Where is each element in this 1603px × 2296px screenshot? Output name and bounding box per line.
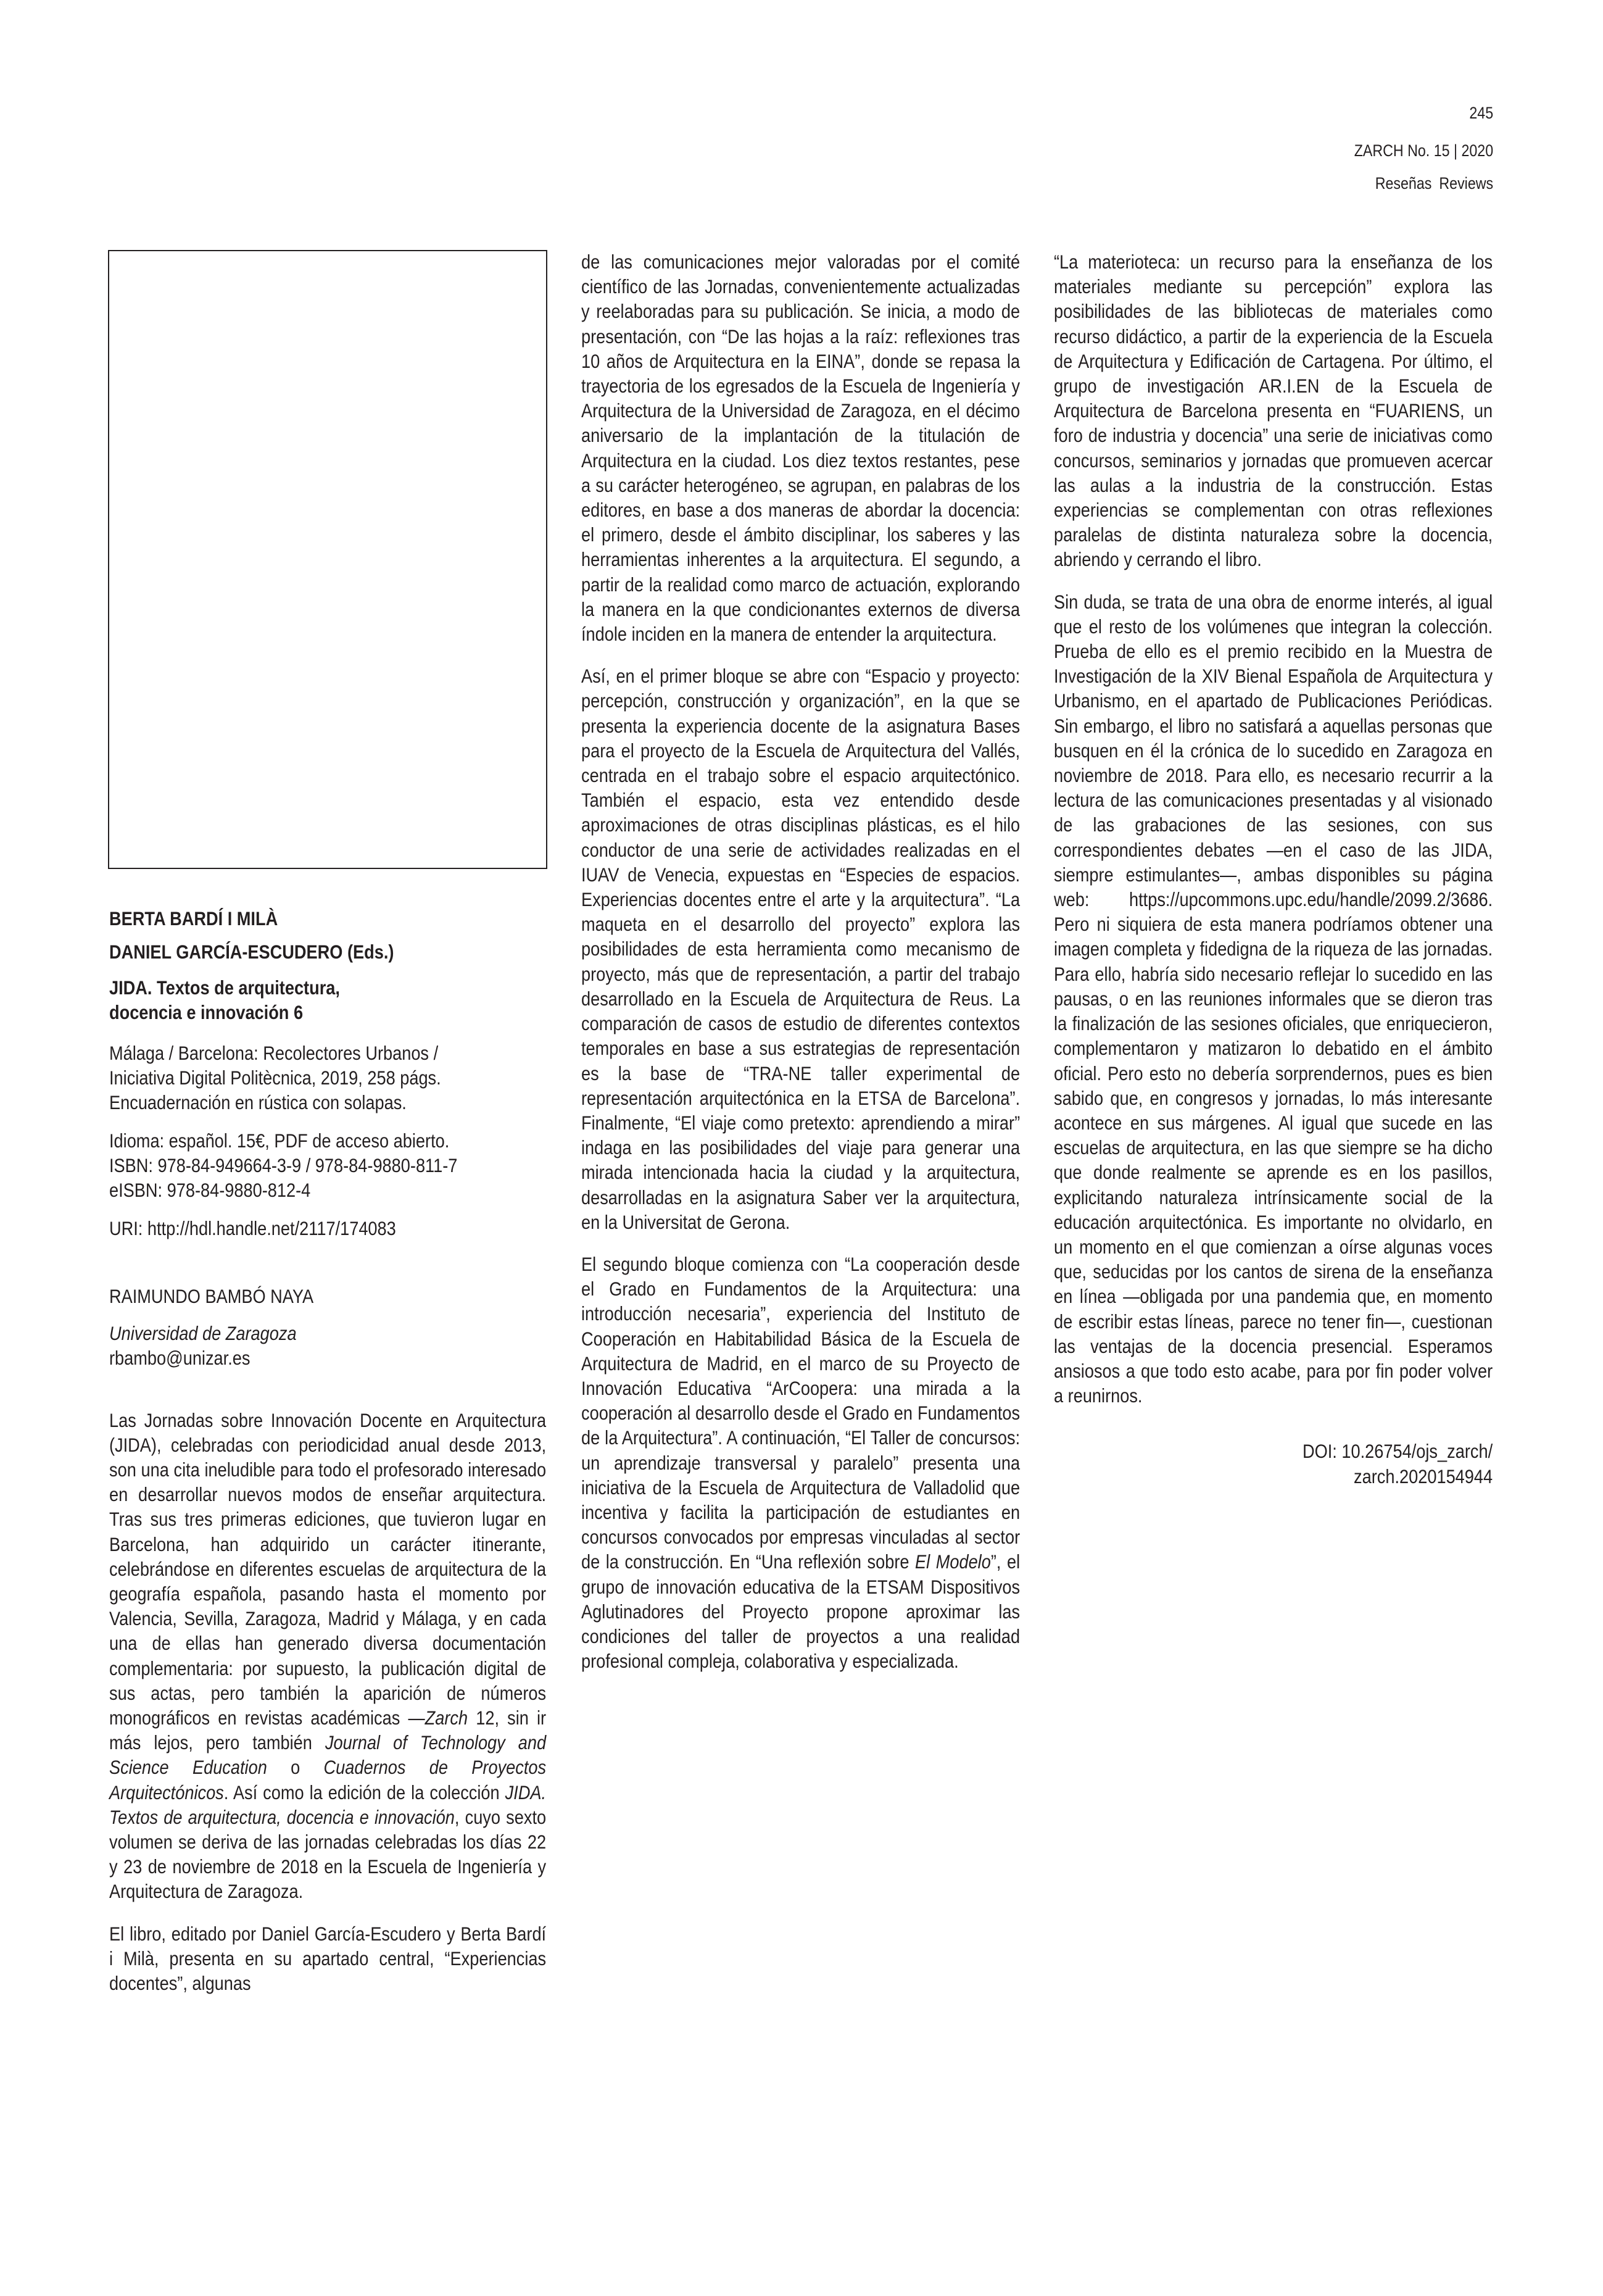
column-2-content bbox=[581, 249, 1020, 1691]
paragraph: Así, en el primer bloque se abre con “Espacio y proyecto: percepción, construcción y organización”, en la que se presenta la experiencia docente de la asignatura Bases para el proyecto de la Escuela de Arquitectura del Vallés, centrada en el trabajo sobre el espacio arquitectónico. También el espacio, esta vez entendido desde aproximaciones de otras disciplinas plásticas, es el hilo conductor de una serie de actividades realizadas en el IUAV de Venecia, expuestas en “Especies de espacios. Experiencias docentes entre el arte y la arquitectura”. “La maqueta en el desarrollo del proyecto” explora las posibilidades de esta herramienta como mecanismo de proyecto, más que de representación, a partir del trabajo desarrollado en la Escuela de Arquitectura de Reus. La comparación de casos de estudio de diferentes contextos temporales en base a sus estrategias de representación es la base de “TRA-NE taller experimental de representación arquitectónica en la ETSA de Barcelona”. Finalmente, “El viaje como pretexto: aprendiendo a mirar” indaga en las posibilidades del viaje para generar una mirada intencionada hacia la ciudad y la arquitectura, desarrolladas en la asignatura Saber ver la arquitectura, en la Universitat de Gerona. bbox=[581, 665, 1021, 1233]
doi[interactable] bbox=[1054, 1439, 1493, 1488]
publication-line: Málaga / Barcelona: Recolectores Urbanos / bbox=[109, 1042, 439, 1064]
section-label-es: Reseñas bbox=[1375, 174, 1432, 193]
book-author: BERTA BARDÍ I MILÀ bbox=[109, 907, 278, 930]
eisbn: eISBN: 978-84-9880-812-4 bbox=[109, 1179, 311, 1201]
column-3 bbox=[1054, 249, 1493, 1489]
publication-line: Encuadernación en rústica con solapas. bbox=[109, 1091, 407, 1113]
book-uri[interactable]: URI: http://hdl.handle.net/2117/174083 bbox=[109, 1217, 396, 1239]
journal-issue: ZARCH No. 15 | 2020 bbox=[1354, 141, 1493, 160]
column-1 bbox=[109, 906, 546, 2013]
book-cover-image bbox=[108, 250, 547, 869]
isbn: ISBN: 978-84-949664-3-9 / 978-84-9880-811-7 bbox=[109, 1154, 458, 1176]
running-header bbox=[1354, 105, 1493, 192]
publication-details bbox=[109, 1041, 546, 1115]
section-label bbox=[1354, 175, 1493, 192]
column-2 bbox=[581, 249, 1020, 1691]
paragraph: El libro, editado por Daniel García-Escudero y Berta Bardí i Milà, presenta en su apartado central, “Experiencias docentes”, algunas bbox=[109, 1922, 547, 1995]
book-title-line: JIDA. Textos de arquitectura, bbox=[109, 976, 340, 999]
column-3-content bbox=[1054, 249, 1493, 1489]
book-author: DANIEL GARCÍA-ESCUDERO (Eds.) bbox=[109, 941, 394, 963]
language-price: Idioma: español. 15€, PDF de acceso abierto. bbox=[109, 1129, 450, 1152]
book-title-line: docencia e innovación 6 bbox=[109, 1001, 304, 1023]
review-body-col1 bbox=[109, 1408, 546, 1996]
doi-line: zarch.2020154944 bbox=[1354, 1465, 1493, 1487]
reviewer-name: RAIMUNDO BAMBÓ NAYA bbox=[109, 1285, 314, 1307]
paragraph: “La materioteca: un recurso para la enseñanza de los materiales mediante su percepción” explora las posibilidades de las bibliotecas de materiales como recurso didáctico, a partir de la experiencia de la Escuela de Arquitectura y Edificación de Cartagena. Por último, el grupo de investigación AR.I.EN de la Escuela de Arquitectura de Barcelona presenta en “FUARIENS, un foro de industria y docencia” una serie de iniciativas como concursos, seminarios y jornadas que promueven acercar las aulas a la industria de la construcción. Estas experiencias se complementan con otras reflexiones paralelas de distinta naturaleza sobre la docencia, abriendo y cerrando el libro. bbox=[1054, 251, 1493, 571]
book-title bbox=[109, 975, 546, 1025]
reviewer-affiliation: Universidad de Zaragoza bbox=[109, 1322, 297, 1345]
publication-line: Iniciativa Digital Politècnica, 2019, 258 págs. bbox=[109, 1067, 441, 1089]
paragraph: de las comunicaciones mejor valoradas por el comité científico de las Jornadas, convenientemente actualizadas y reelaboradas para su publicación. Se inicia, a modo de presentación, con “De las hojas a la raíz: reflexiones tras 10 años de Arquitectura en la EINA”, donde se repasa la trayectoria de los egresados de la Escuela de Ingeniería y Arquitectura de la Universidad de Zaragoza, en el décimo aniversario de la implantación de la titulación de Arquitectura en la ciudad. Los diez textos restantes, pese a su carácter heterogéneo, se agrupan, en palabras de los editores, en base a dos maneras de abordar la docencia: el primero, desde el ámbito disciplinar, los saberes y las herramientas inherentes a la arquitectura. El segundo, a partir de la realidad como marco de actuación, explorando la manera en la que condicionantes externos de diversa índole inciden en la manera de entender la arquitectura. bbox=[581, 251, 1021, 646]
column-1-content bbox=[109, 906, 546, 2013]
reviewer-email[interactable]: rbambo@unizar.es bbox=[109, 1347, 251, 1370]
paragraph: Las Jornadas sobre Innovación Docente en Arquitectura (JIDA), celebradas con periodicidad anual desde 2013, son una cita ineludible para todo el profesorado interesado en desarrollar nuevos modos de enseñar arquitectura. Tras sus tres primeras ediciones, que tuvieron lugar en Barcelona, han adquirido un carácter itinerante, celebrándose en diferentes escuelas de arquitectura de la geografía española, pasando hasta el momento por Valencia, Sevilla, Zaragoza, Madrid y Málaga, y en cada una de ellas han generado diversa documentación complementaria: por supuesto, la publicación digital de sus actas, pero también la aparición de números monográficos en revistas académicas —Zarch 12, sin ir más lejos, pero también Journal of Technology and Science Education o Cuadernos de Proyectos Arquitectónicos. Así como la edición de la colección JIDA. Textos de arquitectura, docencia e innovación, cuyo sexto volumen se deriva de las jornadas celebradas los días 22 y 23 de noviembre de 2018 en la Escuela de Ingeniería y Arquitectura de Zaragoza. bbox=[109, 1408, 547, 1903]
page-number: 245 bbox=[1469, 104, 1493, 122]
paragraph: Sin duda, se trata de una obra de enorme interés, al igual que el resto de los volúmenes que integran la colección. Prueba de ello es el premio recibido en la Muestra de Investigación de la XIV Bienal Española de Arquitectura y Urbanismo, en el apartado de Publicaciones Periódicas. Sin embargo, el libro no satisfará a aquellas personas que busquen en él la crónica de lo sucedido en Zaragoza en noviembre de 2018. Para ello, es necesario recurrir a la lectura de las comunicaciones presentadas y al visionado de las grabaciones de las sesiones, con sus correspondientes debates —en el caso de las JIDA, siempre estimulantes—, ambas disponibles su página web: https://upcommons.upc.edu/handle/2099.2/3686. Pero ni siquiera de esta manera podríamos obtener una imagen completa y fidedigna de la riqueza de las jornadas. Para ello, habría sido necesario reflejar lo sucedido en las pausas, o en las reuniones informales que se dieron tras la finalización de las sesiones oficiales, que enriquecieron, complementaron y matizaron lo debatido en el ámbito oficial. Pero esto no debería sorprendernos, pues es bien sabido que, en congresos y jornadas, lo más interesante acontece en sus márgenes. Al igual que sucede en las escuelas de arquitectura, en las que siempre se ha dicho que donde realmente se aprende es en los pasillos, explicitando naturaleza intrínsicamente social de la educación arquitectónica. Es importante no olvidarlo, en un momento en el que comienzan a oírse algunas voces que, seducidas por los cantos de sirena de la enseñanza en línea —obligada por una pandemia que, en momento de escribir estas líneas, parece no tener fin—, cuestionan las ventajas de la docencia presencial. Esperamos ansiosos a que todo esto acabe, para por fin poder volver a reunirnos. bbox=[1054, 590, 1493, 1407]
paragraph: El segundo bloque comienza con “La cooperación desde el Grado en Fundamentos de la Arquitectura: una introducción necesaria”, experiencia del Instituto de Cooperación en Habitabilidad Básica de la Escuela de Arquitectura de Madrid, en el marco de su Proyecto de Innovación Educativa “ArCoopera: una mirada a la cooperación al desarrollo desde el Grado en Fundamentos de la Arquitectura”. A continuación, “El Taller de concursos: un aprendizaje transversal y paralelo” presenta una iniciativa de la Escuela de Arquitectura de Valladolid que incentiva y facilita la participación de estudiantes en concursos convocados por empresas vinculadas al sector de la construcción. En “Una reflexión sobre El Modelo”, el grupo de innovación educativa de la ETSAM Dispositivos Aglutinadores del Proyecto propone aproximar las condiciones del taller de proyectos a una realidad profesional compleja, colaborativa y especializada. bbox=[581, 1252, 1021, 1673]
section-label-en: Reviews bbox=[1439, 174, 1493, 193]
doi-line: DOI: 10.26754/ojs_zarch/ bbox=[1303, 1440, 1493, 1463]
book-info bbox=[109, 1128, 546, 1202]
book-authors bbox=[109, 906, 546, 964]
